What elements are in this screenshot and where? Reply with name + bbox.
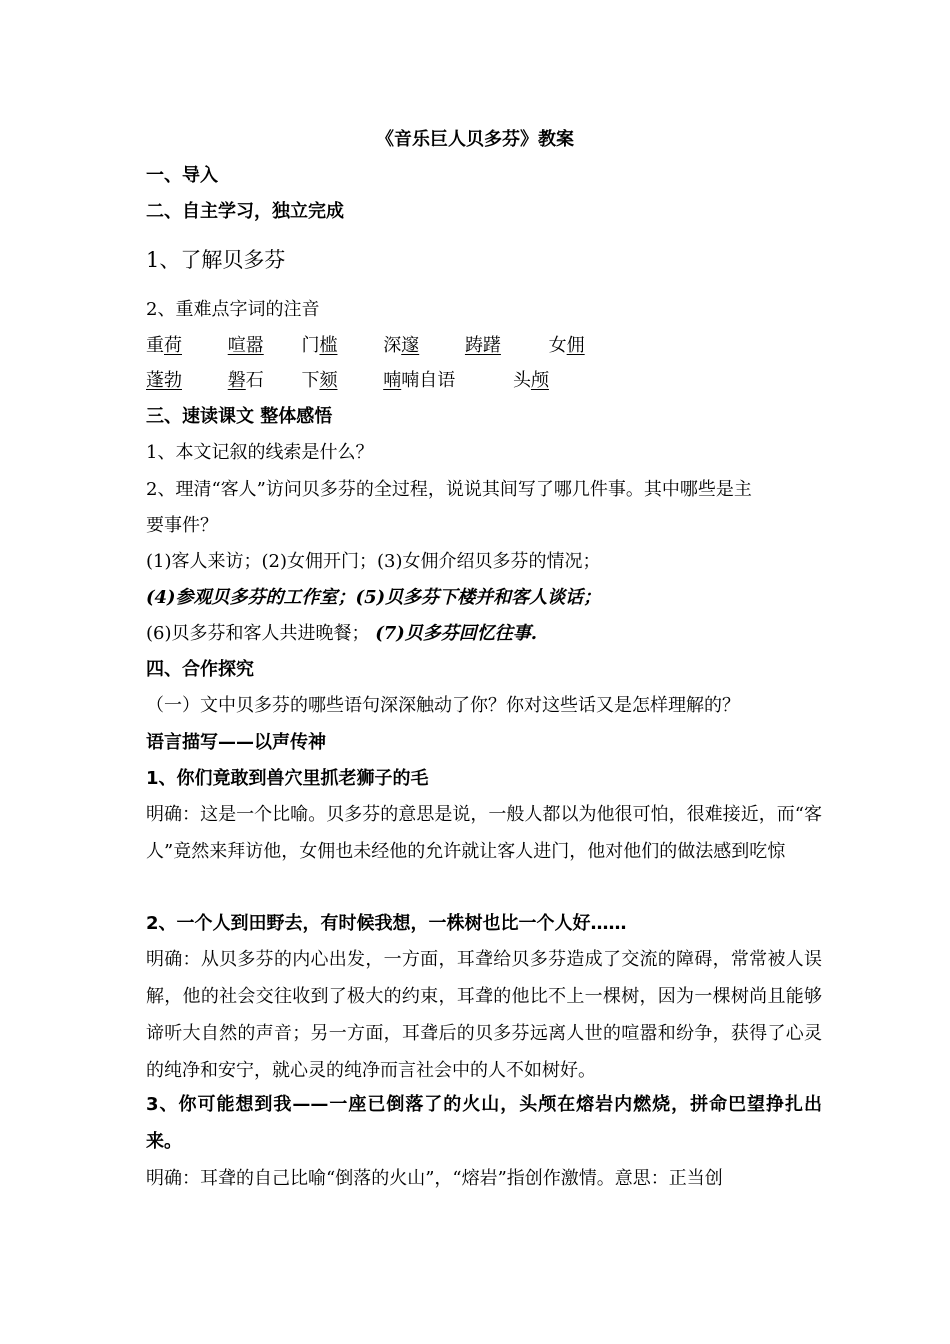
vocab-word: 喃喃自语 [383,370,456,391]
quote-heading-3: 3、你可能想到我——一座已倒落了的火山，头颅在熔岩内燃烧，拼命巴望挣扎出来。 [146,1094,822,1152]
document-title: 《音乐巨人贝多芬》教案 [376,129,574,150]
vocab-row-1 [146,334,585,358]
section-heading-2: 二、自主学习，独立完成 [146,201,344,222]
events-line-2: (4)参观贝多芬的工作室；(5)贝多芬下楼并和客人谈话； [146,587,602,608]
vocab-word: 头颅 [512,370,549,391]
event-6: (6)贝多芬和客人共进晚餐； [146,623,370,644]
vocab-word: 重荷 [146,335,182,356]
section-heading-1: 一、导入 [146,165,218,186]
vocab-word: 深邃 [383,335,420,356]
vocab-word: 踌躇 [464,335,501,356]
question-2-line-1: 2、理清“客人”访问贝多芬的全过程，说说其间写了哪几件事。其中哪些是主 [146,479,752,500]
events-line-3 [146,622,537,646]
answer-3: 明确：耳聋的自己比喻“倒落的火山”，“熔岩”指创作激情。意思：正当创 [146,1168,723,1189]
vocab-row-2 [146,369,549,393]
cooperation-question: （一）文中贝多芬的哪些语句深深触动了你？你对这些话又是怎样理解的？ [146,695,740,716]
subheading: 语言描写——以声传神 [146,732,326,753]
quote-heading-1: 1、你们竟敢到兽穴里抓老狮子的毛 [146,768,429,789]
vocab-word: 磐石 [227,370,264,391]
vocab-word: 喧嚣 [227,335,264,356]
events-line-1: (1)客人来访；(2)女佣开门；(3)女佣介绍贝多芬的情况； [146,551,601,572]
question-1: 1、本文记叙的线索是什么？ [146,442,374,463]
vocab-word: 蓬勃 [146,370,182,391]
event-7: (7)贝多芬回忆往事. [375,623,538,644]
item-1: 1、了解贝多芬 [146,248,286,272]
section-heading-3: 三、速读课文 整体感悟 [146,406,333,427]
vocab-word: 下颏 [301,370,338,391]
item-2: 2、重难点字词的注音 [146,299,320,320]
quote-heading-2: 2、一个人到田野去，有时候我想，一株树也比一个人好…… [146,913,627,934]
answer-1: 明确：这是一个比喻。贝多芬的意思是说，一般人都以为他很可怕，很难接近，而“客人”竟然来拜访他，女佣也未经他的允许就让客人进门，他对他们的做法感到吃惊 [146,804,822,862]
answer-2: 明确：从贝多芬的内心出发，一方面，耳聋给贝多芬造成了交流的障碍，常常被人误解，他的社会交往收到了极大的约束，耳聋的他比不上一棵树，因为一棵树尚且能够谛听大自然的声音；另一方面，耳聋后的贝多芬远离人世的喧嚣和纷争，获得了心灵的纯净和安宁，就心灵的纯净而言社会中的人不如树好。 [146,949,822,1081]
section-heading-4: 四、合作探究 [146,659,254,680]
question-2-line-2: 要事件？ [146,515,218,536]
vocab-word: 门槛 [301,335,338,356]
vocab-word: 女佣 [548,335,585,356]
